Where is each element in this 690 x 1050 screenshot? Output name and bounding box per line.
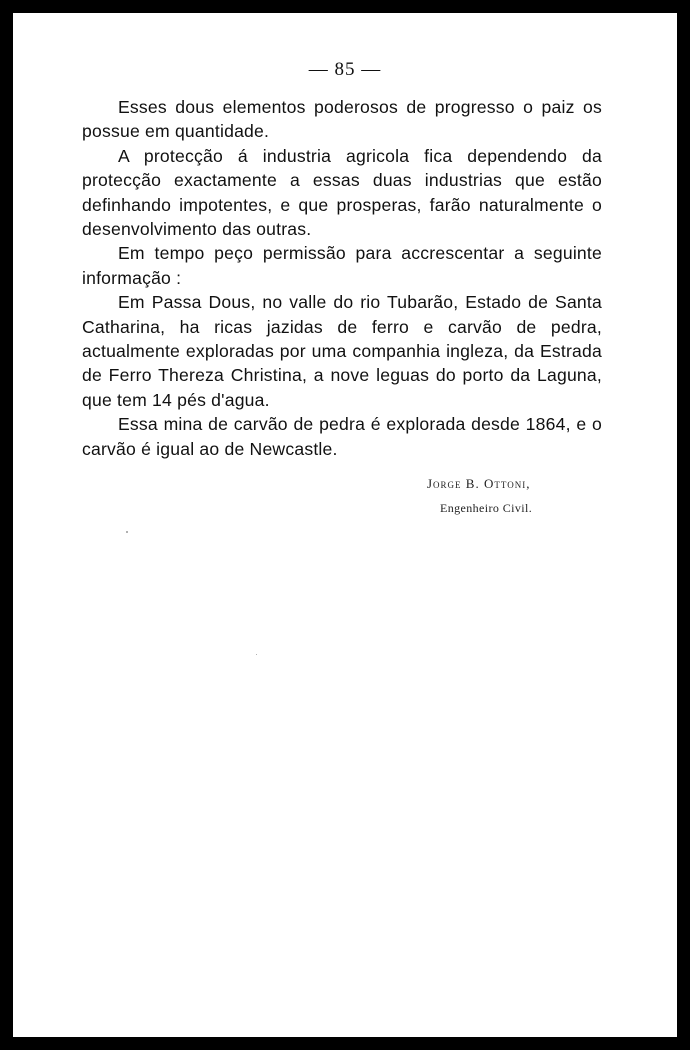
body-text [82, 95, 602, 461]
page-number: — 85 — [308, 59, 382, 80]
signature-block [427, 476, 532, 516]
document-page [13, 13, 677, 1037]
paragraph-3: Em tempo peço permissão para accrescentar a seguinte informação : [82, 243, 602, 288]
author-name: Jorge B. Ottoni, [427, 476, 531, 491]
paragraph-2: A protecção á industria agricola fica dependendo da protecção exactamente a essas duas industrias que estão definhando impotentes, e que prosperas, farão naturalmente o desenvolvimento das outras. [82, 145, 602, 240]
author-title: Engenheiro Civil. [440, 501, 533, 515]
paragraph-5: Essa mina de carvão de pedra é explorada desde 1864, e o carvão é igual ao de Newcastle. [82, 414, 602, 459]
paragraph-4: Em Passa Dous, no valle do rio Tubarão, Estado de Santa Catharina, ha ricas jazidas de ferro e carvão de pedra, actualmente exploradas por uma companhia ingleza, da Estrada de Ferro Thereza Christina, a nove leguas do porto da Laguna, que tem 14 pés d'agua. [82, 292, 602, 410]
paper-speck [126, 531, 128, 533]
paper-speck [256, 654, 257, 655]
paragraph-1: Esses dous elementos poderosos de progresso o paiz os possue em quantidade. [82, 97, 602, 142]
